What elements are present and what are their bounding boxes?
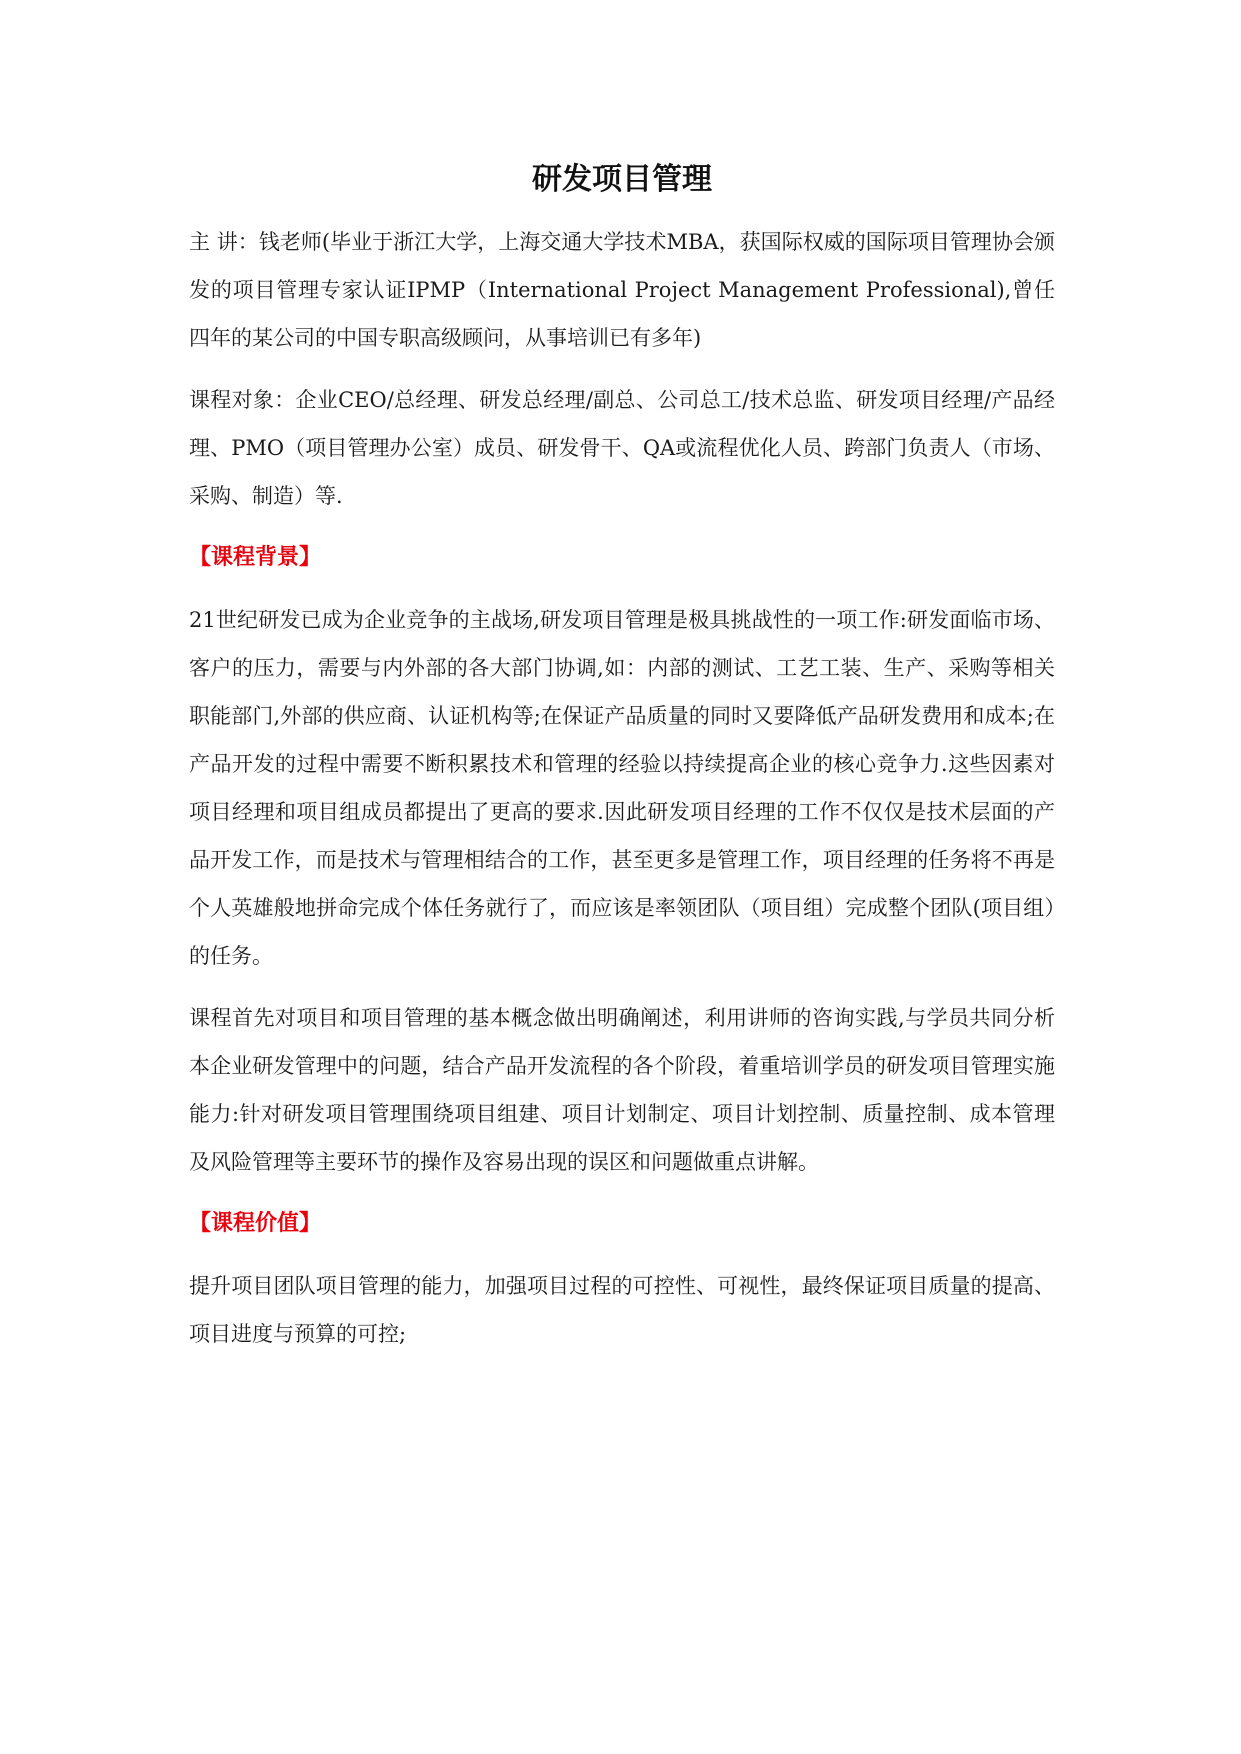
section-heading-background: 【课程背景】 bbox=[189, 545, 322, 570]
document-page bbox=[189, 158, 1055, 1372]
section-heading-value: 【课程价值】 bbox=[189, 1211, 322, 1236]
instructor-paragraph: 主 讲：钱老师(毕业于浙江大学，上海交通大学技术MBA，获国际权威的国际项目管理协会颁发的项目管理专家认证IPMP（International Project Management Professional),曾任四年的某公司的中国专职高级顾问，从事培训已有多年) bbox=[189, 230, 1055, 350]
background-paragraph-1: 21世纪研发已成为企业竞争的主战场,研发项目管理是极具挑战性的一项工作:研发面临市场、客户的压力，需要与内外部的各大部门协调,如：内部的测试、工艺工装、生产、采购等相关职能部门,外部的供应商、认证机构等;在保证产品质量的同时又要降低产品研发费用和成本;在产品开发的过程中需要不断积累技术和管理的经验以持续提高企业的核心竞争力.这些因素对项目经理和项目组成员都提出了更高的要求.因此研发项目经理的工作不仅仅是技术层面的产品开发工作，而是技术与管理相结合的工作，甚至更多是管理工作，项目经理的任务将不再是个人英雄般地拼命完成个体任务就行了，而应该是率领团队（项目组）完成整个团队(项目组）的任务。 bbox=[189, 608, 1055, 968]
audience-paragraph: 课程对象：企业CEO/总经理、研发总经理/副总、公司总工/技术总监、研发项目经理/产品经理、PMO（项目管理办公室）成员、研发骨干、QA或流程优化人员、跨部门负责人（市场、采购、制造）等. bbox=[189, 388, 1055, 508]
value-paragraph-1: 提升项目团队项目管理的能力，加强项目过程的可控性、可视性，最终保证项目质量的提高、项目进度与预算的可控; bbox=[189, 1274, 1055, 1346]
document-title: 研发项目管理 bbox=[532, 162, 712, 197]
background-paragraph-2: 课程首先对项目和项目管理的基本概念做出明确阐述，利用讲师的咨询实践,与学员共同分析本企业研发管理中的问题，结合产品开发流程的各个阶段，着重培训学员的研发项目管理实施能力:针对研发项目管理围绕项目组建、项目计划制定、项目计划控制、质量控制、成本管理及风险管理等主要环节的操作及容易出现的误区和问题做重点讲解。 bbox=[189, 1006, 1055, 1174]
section-value bbox=[189, 1200, 1055, 1358]
section-background bbox=[189, 534, 1055, 1186]
